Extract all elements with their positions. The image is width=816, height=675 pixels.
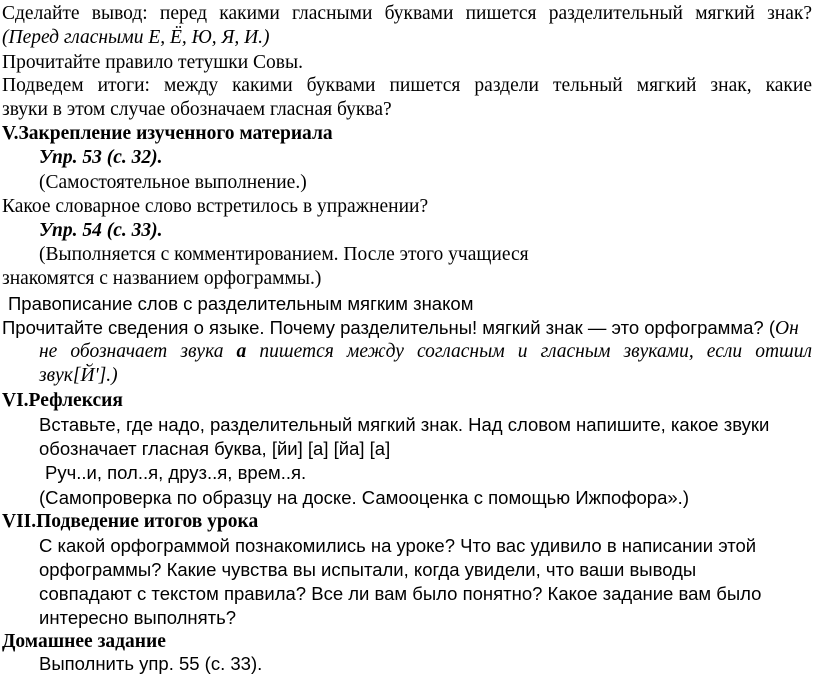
reflection-self-check: (Самопроверка по образцу на доске. Самооценка с помощью Ижпофора».) [39,487,689,508]
section-number: VII. [2,511,37,532]
language-info-answer-start: Он [775,318,799,339]
summary-line2: орфограммы? Какие чувства вы испытали, когда увидели, что ваши выводы [39,559,697,580]
section-heading-v [2,122,333,145]
read-rule-text: Прочитайте правило тетушки Совы. [2,52,303,73]
homework-task: Выполнить упр. 55 (с. 33). [39,653,263,674]
exercise-54-note-line1: (Выполняется с комментированием. После этого учащиеся [39,244,529,265]
reflection-words: Руч..и, пол..я, друз..я, врем..я. [45,462,307,483]
summary-line4: интересно выполнять? [39,607,237,628]
language-info-line3: звук[Й'].) [39,365,118,386]
section-heading-vi [2,389,123,412]
language-info-text: Прочитайте сведения о языке. Почему разделительны! мягкий знак — это орфограмма? ( [2,317,775,338]
section-title: Подведение итогов урока [36,511,259,532]
summary-line3: совпадают с текстом правила? Все ли вам было понятно? Какое задание вам было [39,583,762,604]
section-number: V. [2,123,19,144]
language-info-line1 [2,316,799,340]
section-title: Рефлексия [28,390,123,411]
dictionary-word-question: Какое словарное слово встретилось в упражнении? [2,196,429,217]
info-text-part: не обозначает звука [39,341,237,362]
summary-question-line1: Подведем итоги: между какими буквами пишется раздели тельный мягкий знак, какие [2,75,812,96]
section-heading-vii [2,510,258,533]
summary-line1: С какой орфограммой познакомились на уроке? Что вас удивило в написании этой [39,535,757,556]
reflection-task-line2: обозначает гласная буква, [йи] [а] [йа] [а] [39,438,391,459]
info-text-part: пишется между согласным и гласным звуками, если отшил [246,341,812,362]
exercise-54-label: Упр. 54 (с. 33). [39,220,163,241]
exercise-54-note-line2: знакомятся с названием орфограммы.) [2,268,322,289]
section-title: Закрепление изученного материала [18,123,333,144]
answer-vowels: (Перед гласными Е, Ё, Ю, Я, И.) [2,27,270,48]
homework-heading: Домашнее задание [2,631,166,652]
exercise-53-label: Упр. 53 (с. 32). [39,147,163,168]
section-number: VI. [2,390,29,411]
exercise-53-note: (Самостоятельное выполнение.) [39,172,307,193]
reflection-task-line1: Вставьте, где надо, разделительный мягкий знак. Над словом напишите, какое звуки [39,414,770,435]
info-bold-letter: а [236,341,247,362]
summary-question-line2: звуки в этом случае обозначаем гласная буква? [2,99,392,120]
language-info-line2 [39,340,812,363]
question-soft-sign-vowels: Сделайте вывод: перед какими гласными буквами пишется разделительный мягкий знак? [2,3,812,24]
rule-heading: Правописание слов с разделительным мягким знаком [8,293,474,314]
